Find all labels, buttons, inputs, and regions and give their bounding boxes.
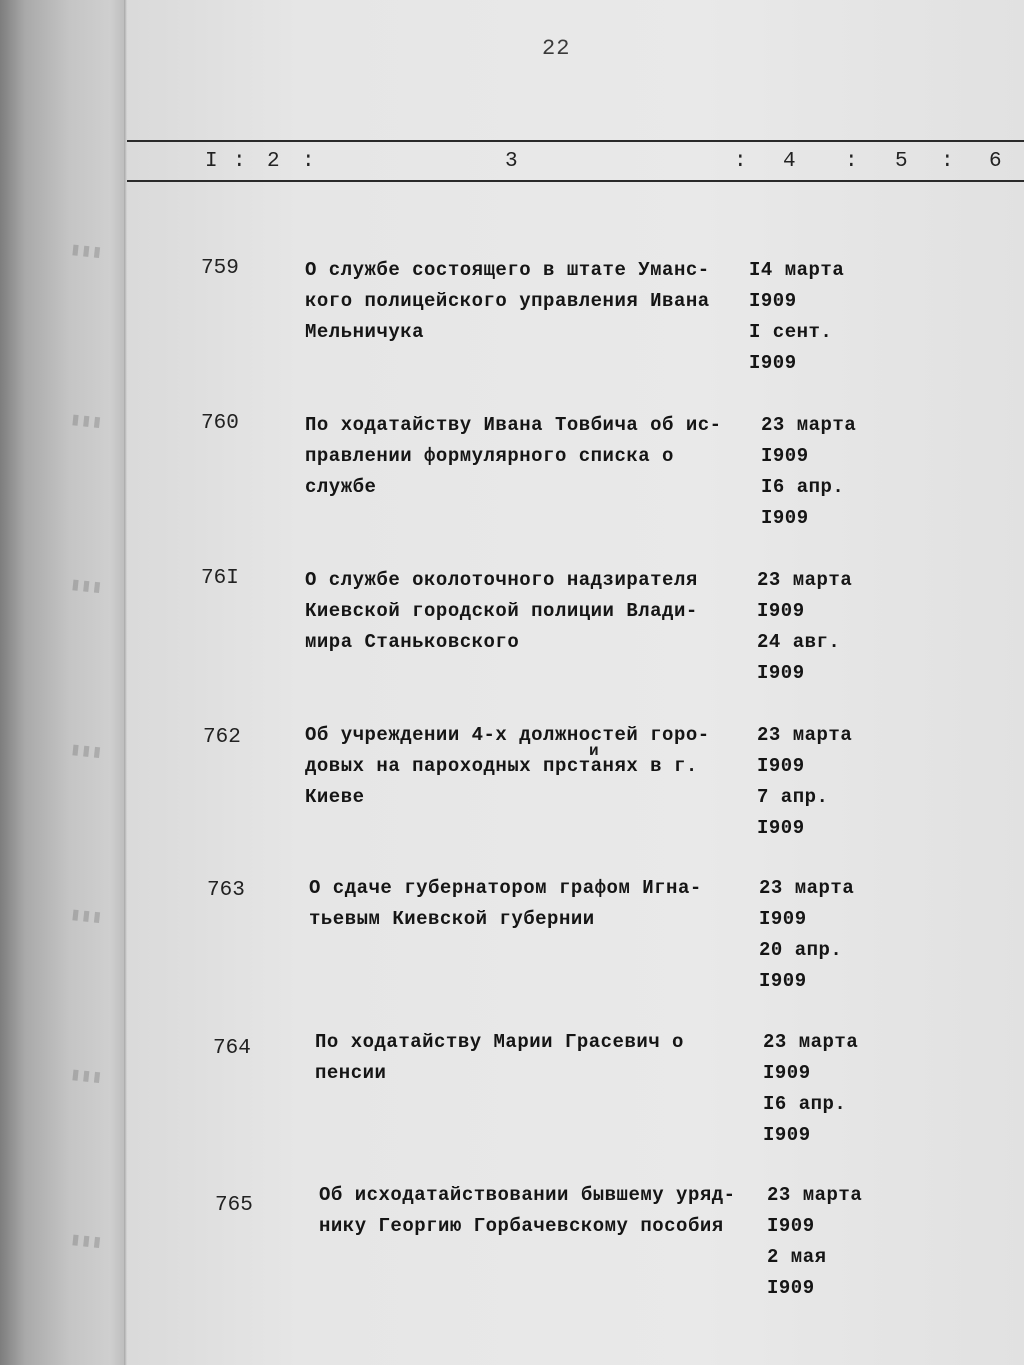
bleed-mark: ▮▮▮ [68,410,104,434]
record-dates [749,255,879,379]
start-year: I909 [763,1062,811,1084]
end-date: I сент. [749,321,833,343]
record-number: 764 [213,1037,251,1060]
end-year: I909 [763,1124,811,1146]
title-line: довых на пароходных прстанях в г. [305,755,698,777]
record-dates [757,565,887,689]
record-number: 762 [203,726,241,749]
record-763 [127,873,1024,1013]
start-year: I909 [759,908,807,930]
end-date: 20 апр. [759,939,843,961]
record-title [309,873,769,935]
record-title [305,410,765,503]
record-759 [127,255,1024,395]
column-header-5: 5 [895,150,908,173]
end-date: 2 мая [767,1246,827,1268]
title-line: О сдаче губернатором графом Игна- [309,877,702,899]
header-rule-top [127,140,1024,142]
end-date: I6 апр. [761,476,845,498]
record-764 [127,1027,1024,1167]
title-line: Об исходатайствовании бывшему уряд- [319,1184,736,1206]
start-date: 23 марта [757,724,853,746]
bleed-mark: ▮▮▮ [68,575,104,599]
header-rule-bottom [127,180,1024,182]
record-title [319,1180,779,1242]
end-date: 24 авг. [757,631,841,653]
bleed-mark: ▮▮▮ [68,905,104,929]
record-dates [761,410,891,534]
bleed-mark: ▮▮▮ [68,240,104,264]
column-separator: : [302,150,315,173]
end-year: I909 [767,1277,815,1299]
title-line: нику Георгию Горбачевскому пособия [319,1215,724,1237]
record-title [305,720,765,813]
title-line: Киевской городской полиции Влади- [305,600,698,622]
handwritten-insertion: и [589,742,599,760]
start-date: 23 марта [767,1184,863,1206]
column-header-3: 3 [505,150,518,173]
start-date: 23 марта [763,1031,859,1053]
column-header-1: I [205,150,218,173]
title-line: По ходатайству Марии Грасевич о [315,1031,684,1053]
title-line: Мельничука [305,321,425,343]
binding-gutter [0,0,125,1365]
title-line: О службе околоточного надзирателя [305,569,698,591]
title-line: кого полицейского управления Ивана [305,290,710,312]
record-number: 76I [201,567,239,590]
bleed-mark: ▮▮▮ [68,1230,104,1254]
column-separator: : [233,150,246,173]
record-765 [127,1180,1024,1320]
title-line: О службе состоящего в штате Уманс- [305,259,710,281]
bleed-mark: ▮▮▮ [68,740,104,764]
record-number: 763 [207,879,245,902]
title-line: Об учреждении 4-х должностей горо- [305,724,710,746]
title-line: пенсии [315,1062,387,1084]
page-number: 22 [542,36,571,61]
record-dates [759,873,889,997]
start-date: I4 марта [749,259,845,281]
start-year: I909 [757,600,805,622]
title-line: правлении формулярного списка о [305,445,674,467]
column-header-4: 4 [783,150,796,173]
document-page [127,0,1024,1365]
record-761 [127,565,1024,705]
bleed-mark: ▮▮▮ [68,1065,104,1089]
end-date: 7 апр. [757,786,829,808]
title-line: Киеве [305,786,365,808]
record-dates [767,1180,897,1304]
column-separator: : [941,150,954,173]
start-year: I909 [749,290,797,312]
column-header-6: 6 [989,150,1002,173]
start-date: 23 марта [759,877,855,899]
record-dates [757,720,887,844]
column-separator: : [845,150,858,173]
record-760 [127,410,1024,550]
end-date: I6 апр. [763,1093,847,1115]
end-year: I909 [757,817,805,839]
start-year: I909 [757,755,805,777]
column-header-2: 2 [267,150,280,173]
record-title [305,565,765,658]
start-year: I909 [767,1215,815,1237]
end-year: I909 [757,662,805,684]
record-number: 765 [215,1194,253,1217]
end-year: I909 [761,507,809,529]
title-line: службе [305,476,377,498]
record-number: 760 [201,412,239,435]
title-line: мира Станьковского [305,631,520,653]
column-separator: : [734,150,747,173]
start-year: I909 [761,445,809,467]
record-number: 759 [201,257,239,280]
record-title [305,255,765,348]
record-dates [763,1027,893,1151]
record-762 [127,720,1024,860]
end-year: I909 [759,970,807,992]
end-year: I909 [749,352,797,374]
start-date: 23 марта [761,414,857,436]
start-date: 23 марта [757,569,853,591]
record-title [315,1027,775,1089]
title-line: тьевым Киевской губернии [309,908,595,930]
title-line: По ходатайству Ивана Товбича об ис- [305,414,722,436]
